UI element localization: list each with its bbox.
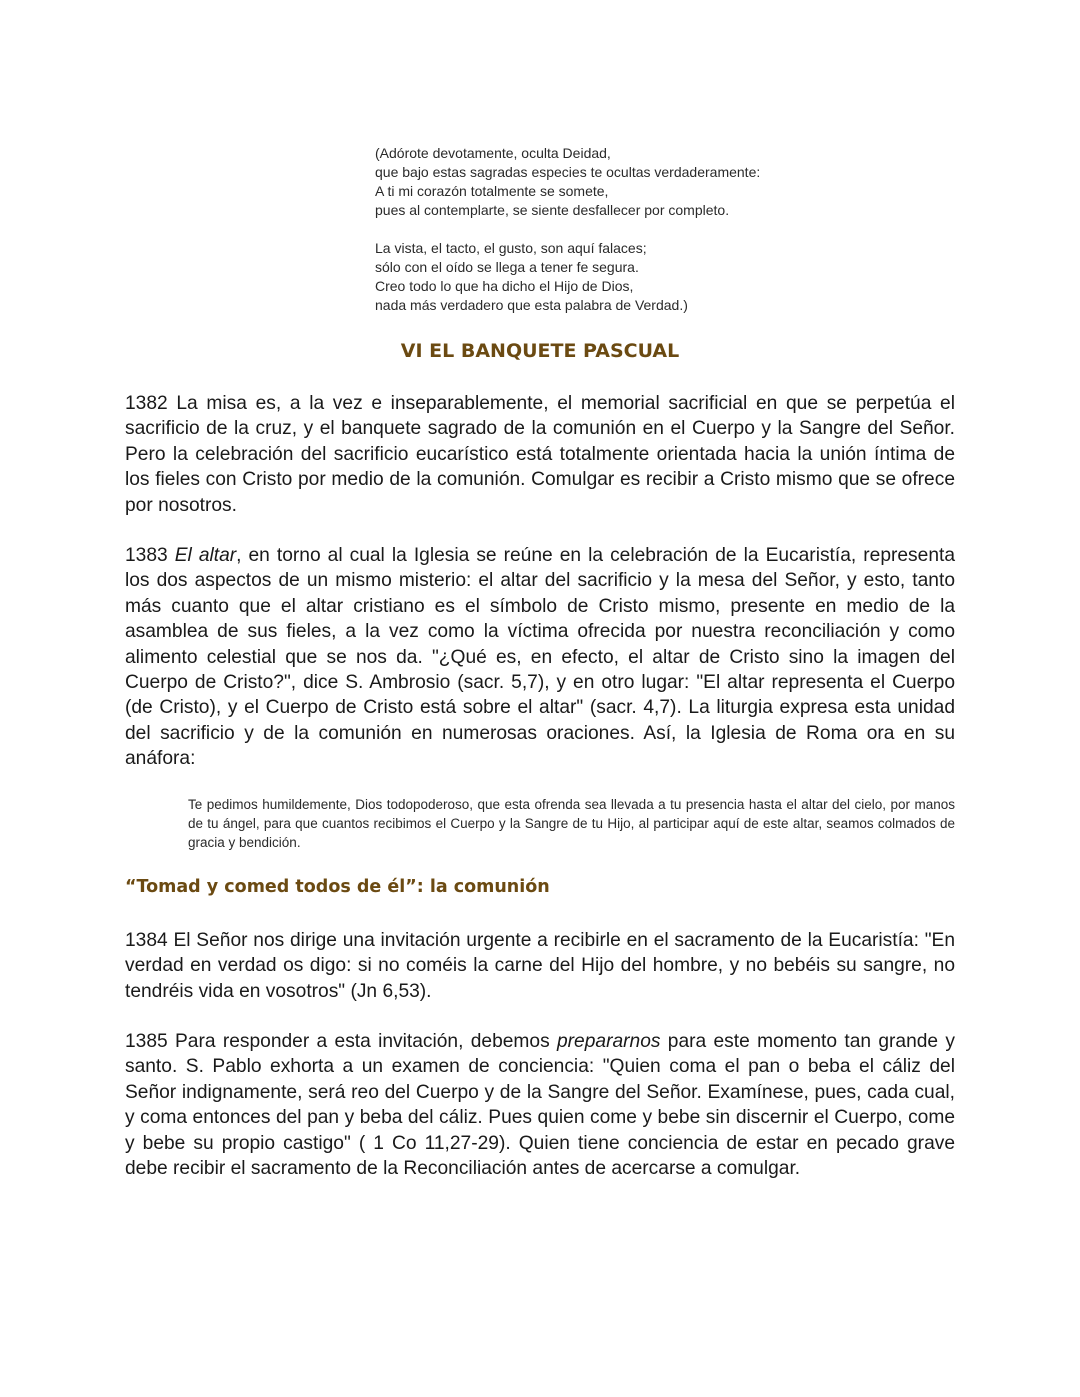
poem-line: Creo todo lo que ha dicho el Hijo de Dios,	[375, 278, 634, 294]
poem-line: sólo con el oído se llega a tener fe segura.	[375, 259, 639, 275]
poem-line: A ti mi corazón totalmente se somete,	[375, 183, 609, 199]
poem-stanza	[375, 144, 935, 220]
poem-line: La vista, el tacto, el gusto, son aquí falaces;	[375, 240, 647, 256]
poem-line: nada más verdadero que esta palabra de Verdad.)	[375, 297, 688, 313]
poem-line: (Adórote devotamente, oculta Deidad,	[375, 145, 611, 161]
poem-line: pues al contemplarte, se siente desfallecer por completo.	[375, 202, 730, 218]
emphasis-text: El altar	[174, 545, 237, 566]
paragraph-1382: 1382 La misa es, a la vez e inseparablemente, el memorial sacrificial en que se perpetúa el sacrificio de la cruz, y el banquete sagrado de la comunión en el Cuerpo y la Sangre del Señor. Pero la celebración del sacrificio eucarístico está totalmente orientada hacia la unión íntima de los fieles con Cristo por medio de la comunión. Comulgar es recibir a Cristo mismo que se ofrece por nosotros.	[125, 393, 955, 516]
anaphora-quote: Te pedimos humildemente, Dios todopoderoso, que esta ofrenda sea llevada a tu presencia hasta el altar del cielo, por manos de tu ángel, para que cuantos recibimos el Cuerpo y la Sangre de tu Hijo, al participar aquí de este altar, seamos colmados de gracia y bendición.	[188, 797, 955, 850]
poem-stanza	[375, 239, 935, 315]
poem-block	[375, 144, 935, 334]
emphasis-text: prepararnos	[557, 1031, 661, 1052]
paragraph-text: , en torno al cual la Iglesia se reúne en la celebración de la Eucaristía, representa los dos aspectos de un mismo misterio: el altar del sacrificio y la mesa del Señor, y esto, tanto más cuanto que el altar cristiano es el símbolo de Cristo mismo, presente en medio de la asamblea de sus fieles, a la vez como la víctima ofrecida por nuestra reconciliación y como alimento celestial que se nos da. "¿Qué es, en efecto, el altar de Cristo sino la imagen del Cuerpo de Cristo?", dice S. Ambrosio (sacr. 5,7), y en otro lugar: "El altar representa el Cuerpo (de Cristo), y el Cuerpo de Cristo está sobre el altar" (sacr. 4,7). La liturgia expresa esta unidad del sacrificio y de la comunión en numerosas oraciones. Así, la Iglesia de Roma ora en su anáfora:	[125, 545, 955, 770]
paragraph-number: 1383	[125, 545, 175, 566]
paragraph-1383	[125, 543, 955, 772]
paragraph-text: 1385 Para responder a esta invitación, debemos	[125, 1031, 557, 1052]
poem-line: que bajo estas sagradas especies te ocultas verdaderamente:	[375, 164, 761, 180]
paragraph-1385	[125, 1029, 955, 1181]
paragraph-1384: 1384 El Señor nos dirige una invitación urgente a recibirle en el sacramento de la Eucaristía: "En verdad en verdad os digo: si no coméis la carne del Hijo del hombre, y no bebéis su sangre, no tendréis vida en vosotros" (Jn 6,53).	[125, 930, 955, 1002]
paragraph-text: para este momento tan grande y santo. S. Pablo exhorta a un examen de conciencia: "Quien coma el pan o beba el cáliz del Señor indignamente, será reo del Cuerpo y de la Sangre del Señor. Examínese, pues, cada cual, y coma entonces del pan y beba del cáliz. Pues quien come y bebe sin discernir el Cuerpo, come y bebe su propio castigo" ( 1 Co 11,27-29). Quien tiene conciencia de estar en pecado grave debe recibir el sacramento de la Reconciliación antes de acercarse a comulgar.	[125, 1031, 956, 1180]
section-title: VI EL BANQUETE PASCUAL	[400, 340, 680, 362]
subheading-communion: “Tomad y comed todos de él”: la comunión	[125, 877, 550, 897]
